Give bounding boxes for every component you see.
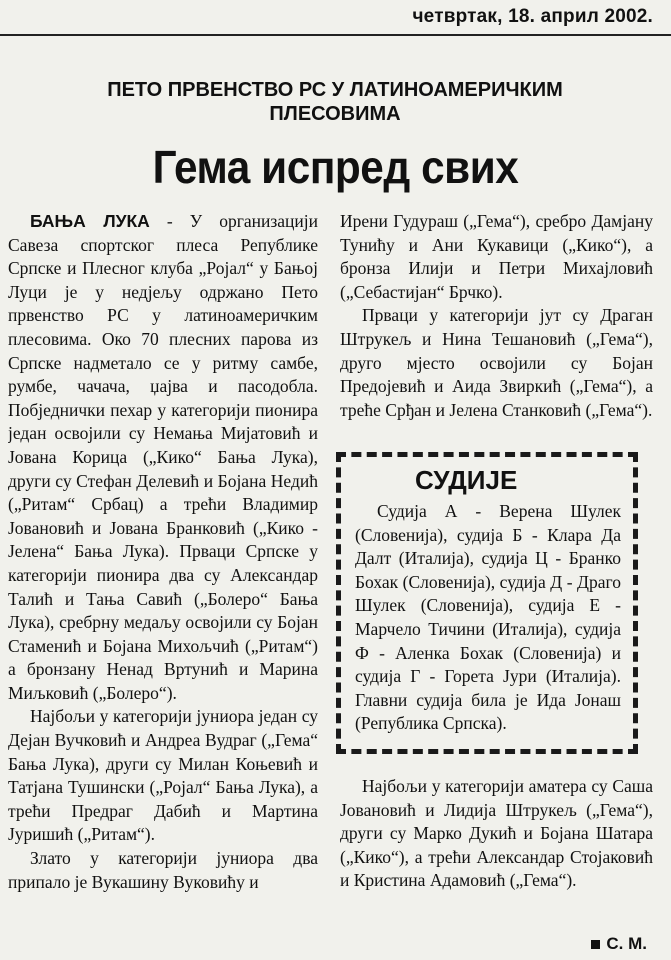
judges-box: [336, 452, 638, 754]
judges-title: СУДИЈЕ: [415, 465, 518, 495]
article-paragraph-text: - У организацији Савеза спортског плеса Републике Српске и Плесног клуба „Ројал“ у Бањој Луци је у недјељу одржано Пето првенство РС у латиноамеричким плесовима. Око 70 плесних парова из Српске надметало се у ритму самбе, румбе, чачача, џајва и пасодобла. Побједнички пехар у категорији пионира један освојили су Немања Мијатовић и Јована Корица („Кико“ Бања Лука), други су Стефан Делевић и Бојана Недић („Ритам“ Србац) а трећи Владимир Јовановић и Јована Бранковић („Кико - Јелена“ Бања Лука). Прваци Српске у категорији пионира два су Александар Талић и Тања Савић („Болеро“ Бања Лука), сребрну медаљу освојили су Бојан Стаменић и Бојана Михољчић („Ритам“) а бронзану Ненад Вртунић и Марина Миљковић („Болеро“).: [8, 211, 318, 703]
article-column-right-top: [340, 210, 653, 422]
article-column-right-bottom: [340, 775, 653, 893]
article-paragraph: Најбољи у категорији аматера су Саша Јовановић и Лидија Штрукељ („Гема“), други су Марко Дукић и Бојана Шатара („Кико“), а трећи Александар Стојаковић и Кристина Адамовић („Гема“).: [340, 776, 653, 891]
judges-text: Судија А - Верена Шулек (Словенија), судија Б - Клара Да Далт (Италија), судија Ц - Бранко Бохак (Словенија), судија Д - Драго Шулек (Словенија), судија Е - Марчело Тичини (Италија), судија Ф - Аленка Бохак (Словенија) и судија Г - Горета Јури (Италија). Главни судија била је Ида Јонаш (Република Српска).: [355, 501, 621, 734]
dateline: четвртак, 18. април 2002.: [412, 6, 653, 27]
lead-place: БАЊА ЛУКА: [30, 211, 150, 231]
article-paragraph: Прваци у категорији јут су Драган Штрукељ и Нина Тешановић („Гема“), друго мјесто освојили су Бојан Предојевић и Аида Звиркић („Гема“), а треће Срђан и Јелена Станковић („Гема“).: [340, 305, 653, 420]
article-paragraph: Најбољи у категорији јуниора један су Дејан Вучковић и Андреа Вудраг („Гема“ Бања Лука), други су Милан Коњевић и Татјана Тушински („Ројал“ Бања Лука), а трећи Предраг Дабић и Мартина Јуришић („Ритам“).: [8, 706, 318, 845]
article-paragraph: Злато у категорији јуниора два припало је Вукашину Вуковићу и: [8, 848, 318, 892]
top-rule: [0, 34, 671, 36]
signature-text: С. М.: [606, 934, 647, 953]
article-column-left: [8, 210, 318, 955]
article-paragraph: Ирени Гудураш („Гема“), сребро Дамјану Тунићу и Ани Кукавици („Кико“), а бронза Илији и Петри Михајловић („Себастијан“ Брчко).: [340, 211, 653, 302]
kicker: ПЕТО ПРВЕНСТВО РС У ЛАТИНОАМЕРИЧКИМ ПЛЕСОВИМА: [107, 79, 563, 125]
square-bullet-icon: [591, 940, 600, 949]
author-signature: [591, 934, 647, 954]
headline: Гема испред свих: [152, 141, 519, 193]
article-paragraph: [8, 210, 318, 705]
